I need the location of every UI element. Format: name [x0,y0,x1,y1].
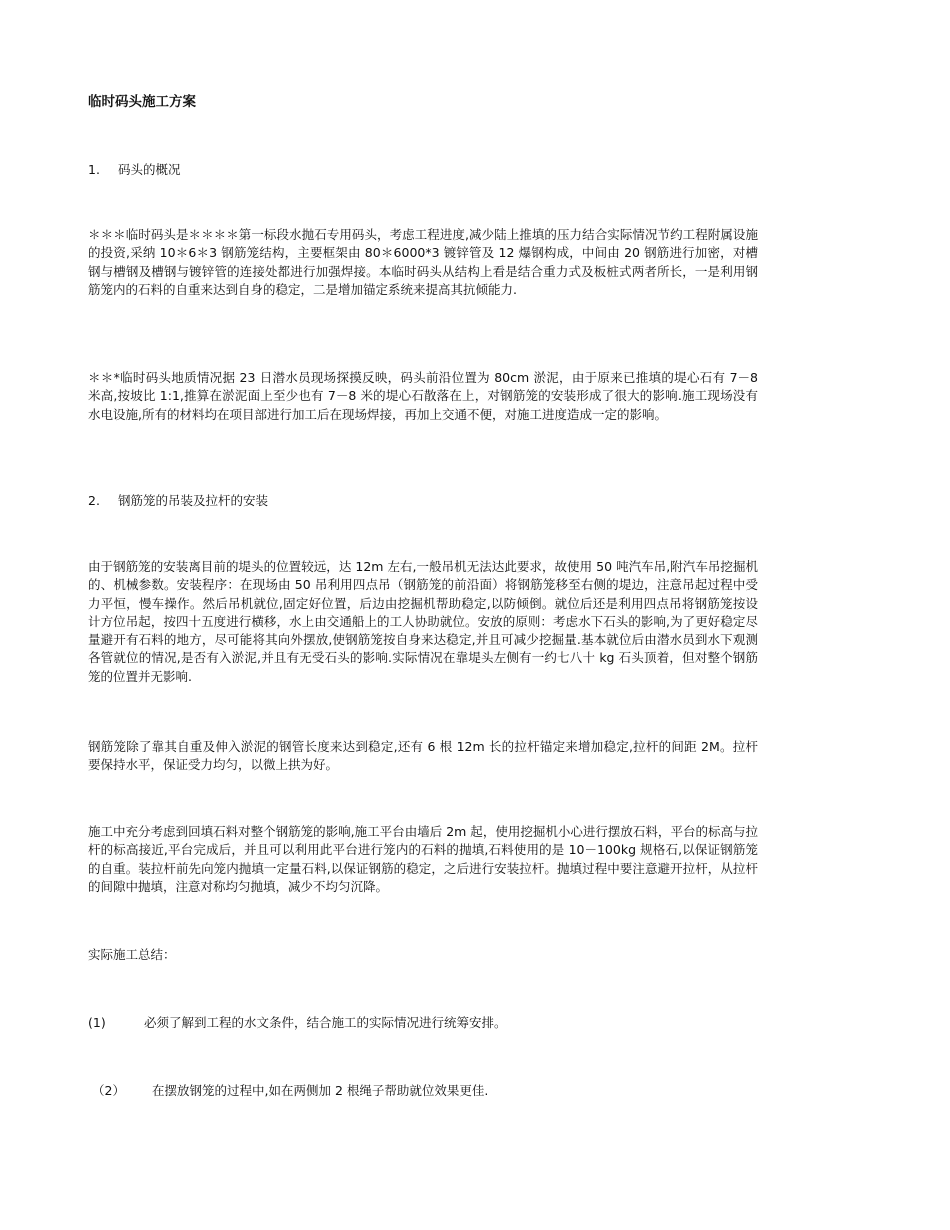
section-title: 码头的概况 [118,162,181,177]
section-heading-2 [88,491,268,509]
paragraph: ＊＊*临时码头地质情况据 23 日潜水员现场探摸反映，码头前沿位置为 80cm 淤泥，由于原来已推填的堤心石有 7－8 米高,按坡比 1:1,推算在淤泥面上至少也有 7－8 米的堤心石散落在上，对钢筋笼的安装形成了很大的影响.施工现场没有水电设施,所有的材料均在项目部进行加工后在现场焊接，再加上交通不便，对施工进度造成一定的影响。 [88,370,758,422]
summary-heading: 实际施工总结： [88,947,176,962]
section-title: 钢筋笼的吊装及拉杆的安装 [118,493,269,508]
summary-item [92,1081,488,1099]
summary-item-number: （2） [92,1083,125,1098]
paragraph: 施工中充分考虑到回填石料对整个钢筋笼的影响,施工平台由墙后 2m 起，使用挖掘机小心进行摆放石料，平台的标高与拉杆的标高接近,平台完成后，并且可以利用此平台进行笼内的石料的抛填,石料使用的是 10－100kg 规格石,以保证钢筋笼的自重。装拉杆前先向笼内抛填一定量石料,以保证钢筋的稳定，之后进行安装拉杆。抛填过程中要注意避开拉杆，从拉杆的间隙中抛填，注意对称均匀抛填，减少不均匀沉降。 [88,824,758,894]
paragraph: ＊＊＊临时码头是＊＊＊＊第一标段水抛石专用码头，考虑工程进度,减少陆上推填的压力结合实际情况节约工程附属设施的投资,采纳 10＊6＊3 钢筋笼结构，主要框架由 80＊6000*3 镀锌管及 12 爆钢构成，中间由 20 钢筋进行加密，对槽钢与槽钢及槽钢与镀锌管的连接处都进行加强焊接。本临时码头从结构上看是结合重力式及板桩式两者所长，一是利用钢筋笼内的石料的自重来达到自身的稳定，二是增加锚定系统来提高其抗倾能力. [88,227,758,297]
section-number: 2. [88,493,100,508]
summary-item-text: 在摆放钢笼的过程中,如在两侧加 2 根绳子帮助就位效果更佳. [152,1083,489,1098]
summary-item-text: 必须了解到工程的水文条件，结合施工的实际情况进行统筹安排。 [144,1015,507,1030]
summary-item-number: (1) [88,1015,106,1030]
document-title: 临时码头施工方案 [88,94,196,110]
section-number: 1. [88,162,100,177]
paragraph: 由于钢筋笼的安装离目前的堤头的位置较远，达 12m 左右,一般吊机无法达此要求，故使用 50 吨汽车吊,附汽车吊挖掘机的、机械参数。安装程序：在现场由 50 吊利用四点吊（钢筋笼的前沿面）将钢筋笼移至右侧的堤边，注意吊起过程中受力平恒，慢车操作。然后吊机就位,固定好位置，后边由挖掘机帮助稳定,以防倾倒。就位后还是利用四点吊将钢筋笼按设计方位吊起，按四十五度进行横移，水上由交通船上的工人协助就位。安放的原则：考虑水下石头的影响,为了更好稳定尽量避开有石料的地方，尽可能将其向外摆放,使钢筋笼按自身来达稳定,并且可减少挖掘量.基本就位后由潜水员到水下观测各管就位的情况,是否有入淤泥,并且有无受石头的影响.实际情况在靠堤头左侧有一约七八十 kg 石头顶着，但对整个钢筋笼的位置并无影响. [88,559,758,684]
section-heading-1 [88,160,181,178]
summary-item [88,1013,507,1031]
paragraph: 钢筋笼除了靠其自重及伸入淤泥的钢管长度来达到稳定,还有 6 根 12m 长的拉杆锚定来增加稳定,拉杆的间距 2M。拉杆要保持水平，保证受力均匀，以微上拱为好。 [88,739,758,773]
